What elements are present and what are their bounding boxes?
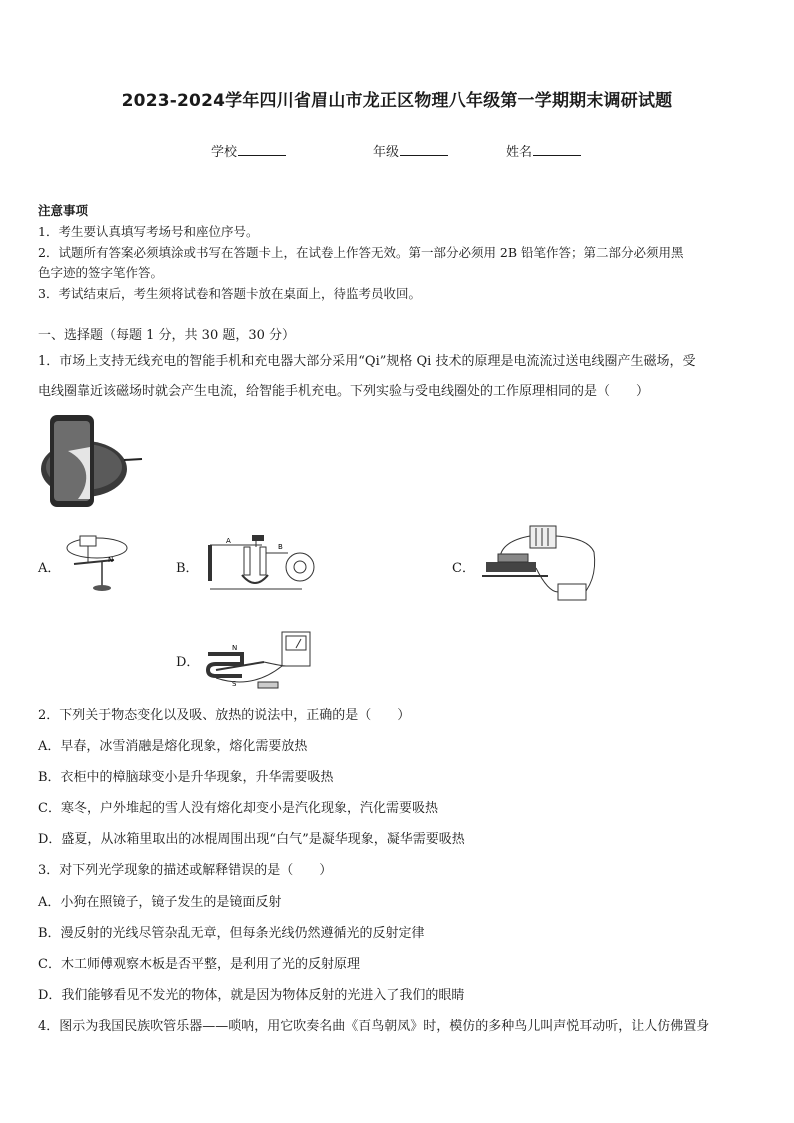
q3-option-d[interactable]: D．我们能够看见不发光的物体，就是因为物体反射的光进入了我们的眼睛 xyxy=(38,988,465,1003)
q2-option-c[interactable]: C．寒冬，户外堆起的雪人没有熔化却变小是汽化现象，汽化需要吸热 xyxy=(38,801,438,816)
q3-option-a[interactable]: A．小狗在照镜子，镜子发生的是镜面反射 xyxy=(38,895,282,910)
name-blank[interactable] xyxy=(533,143,581,156)
q2-option-a[interactable]: A．早春，冰雪消融是熔化现象，熔化需要放热 xyxy=(38,739,308,754)
q1-option-c-figure[interactable] xyxy=(478,522,602,608)
notes-heading: 注意事项 xyxy=(38,203,89,218)
q1-option-c-label[interactable]: C． xyxy=(452,561,475,576)
q1-option-d-figure[interactable] xyxy=(202,626,314,692)
name-field[interactable] xyxy=(506,141,581,160)
svg-text:A: A xyxy=(226,537,231,545)
school-blank[interactable] xyxy=(238,143,286,156)
name-label: 姓名 xyxy=(506,145,533,160)
wireless-charger-figure xyxy=(38,411,144,509)
q3-option-b[interactable]: B．漫反射的光线尽管杂乱无章，但每条光线仍然遵循光的反射定律 xyxy=(38,926,425,941)
q4-stem: 4．图示为我国民族吹管乐器——唢呐，用它吹奏名曲《百鸟朝凤》时，模仿的多种鸟儿叫声悦耳动听，让人仿佛置身 xyxy=(38,1019,710,1034)
q2-stem: 2．下列关于物态变化以及吸、放热的说法中，正确的是（ ） xyxy=(38,708,411,723)
section-heading: 一、选择题（每题 1 分，共 30 题，30 分） xyxy=(38,328,296,343)
svg-text:N: N xyxy=(232,644,238,652)
svg-text:S: S xyxy=(232,680,237,688)
svg-text:N: N xyxy=(108,556,114,564)
q1-option-b-label[interactable]: B． xyxy=(176,561,199,576)
q3-stem: 3．对下列光学现象的描述或解释错误的是（ ） xyxy=(38,863,333,878)
grade-blank[interactable] xyxy=(400,143,448,156)
q1-stem-line: 电线圈靠近该磁场时就会产生电流，给智能手机充电。下列实验与受电线圈处的工作原理相同的是（ ） xyxy=(38,384,650,399)
q1-option-a-figure[interactable] xyxy=(62,532,132,594)
note-line: 色字迹的签字笔作答。 xyxy=(38,265,164,280)
grade-field[interactable] xyxy=(373,141,448,160)
q1-option-a-label[interactable]: A． xyxy=(38,561,61,576)
q1-stem-line: 1．市场上支持无线充电的智能手机和充电器大部分采用“Qi”规格 Qi 技术的原理是电流流过送电线圈产生磁场，受 xyxy=(38,354,696,369)
q2-option-d[interactable]: D．盛夏，从冰箱里取出的冰棍周围出现“白气”是凝华现象，凝华需要吸热 xyxy=(38,832,465,847)
grade-label: 年级 xyxy=(373,145,400,160)
student-info-row xyxy=(0,141,794,161)
q3-option-c[interactable]: C．木工师傅观察木板是否平整，是利用了光的反射原理 xyxy=(38,957,360,972)
note-line: 2．试题所有答案必须填涂或书写在答题卡上，在试卷上作答无效。第一部分必须用 2B 铅笔作答；第二部分必须用黑 xyxy=(38,245,684,260)
q2-option-b[interactable]: B．衣柜中的樟脑球变小是升华现象，升华需要吸热 xyxy=(38,770,334,785)
school-label: 学校 xyxy=(211,145,238,160)
page-title: 2023-2024学年四川省眉山市龙正区物理八年级第一学期期末调研试题 xyxy=(121,91,673,111)
note-line: 1．考生要认真填写考场号和座位序号。 xyxy=(38,224,259,239)
note-line: 3．考试结束后，考生须将试卷和答题卡放在桌面上，待监考员收回。 xyxy=(38,286,421,301)
q1-option-b-figure[interactable] xyxy=(202,533,320,599)
school-field[interactable] xyxy=(211,141,286,160)
q1-option-d-label[interactable]: D． xyxy=(176,655,200,670)
svg-text:B: B xyxy=(278,543,283,551)
